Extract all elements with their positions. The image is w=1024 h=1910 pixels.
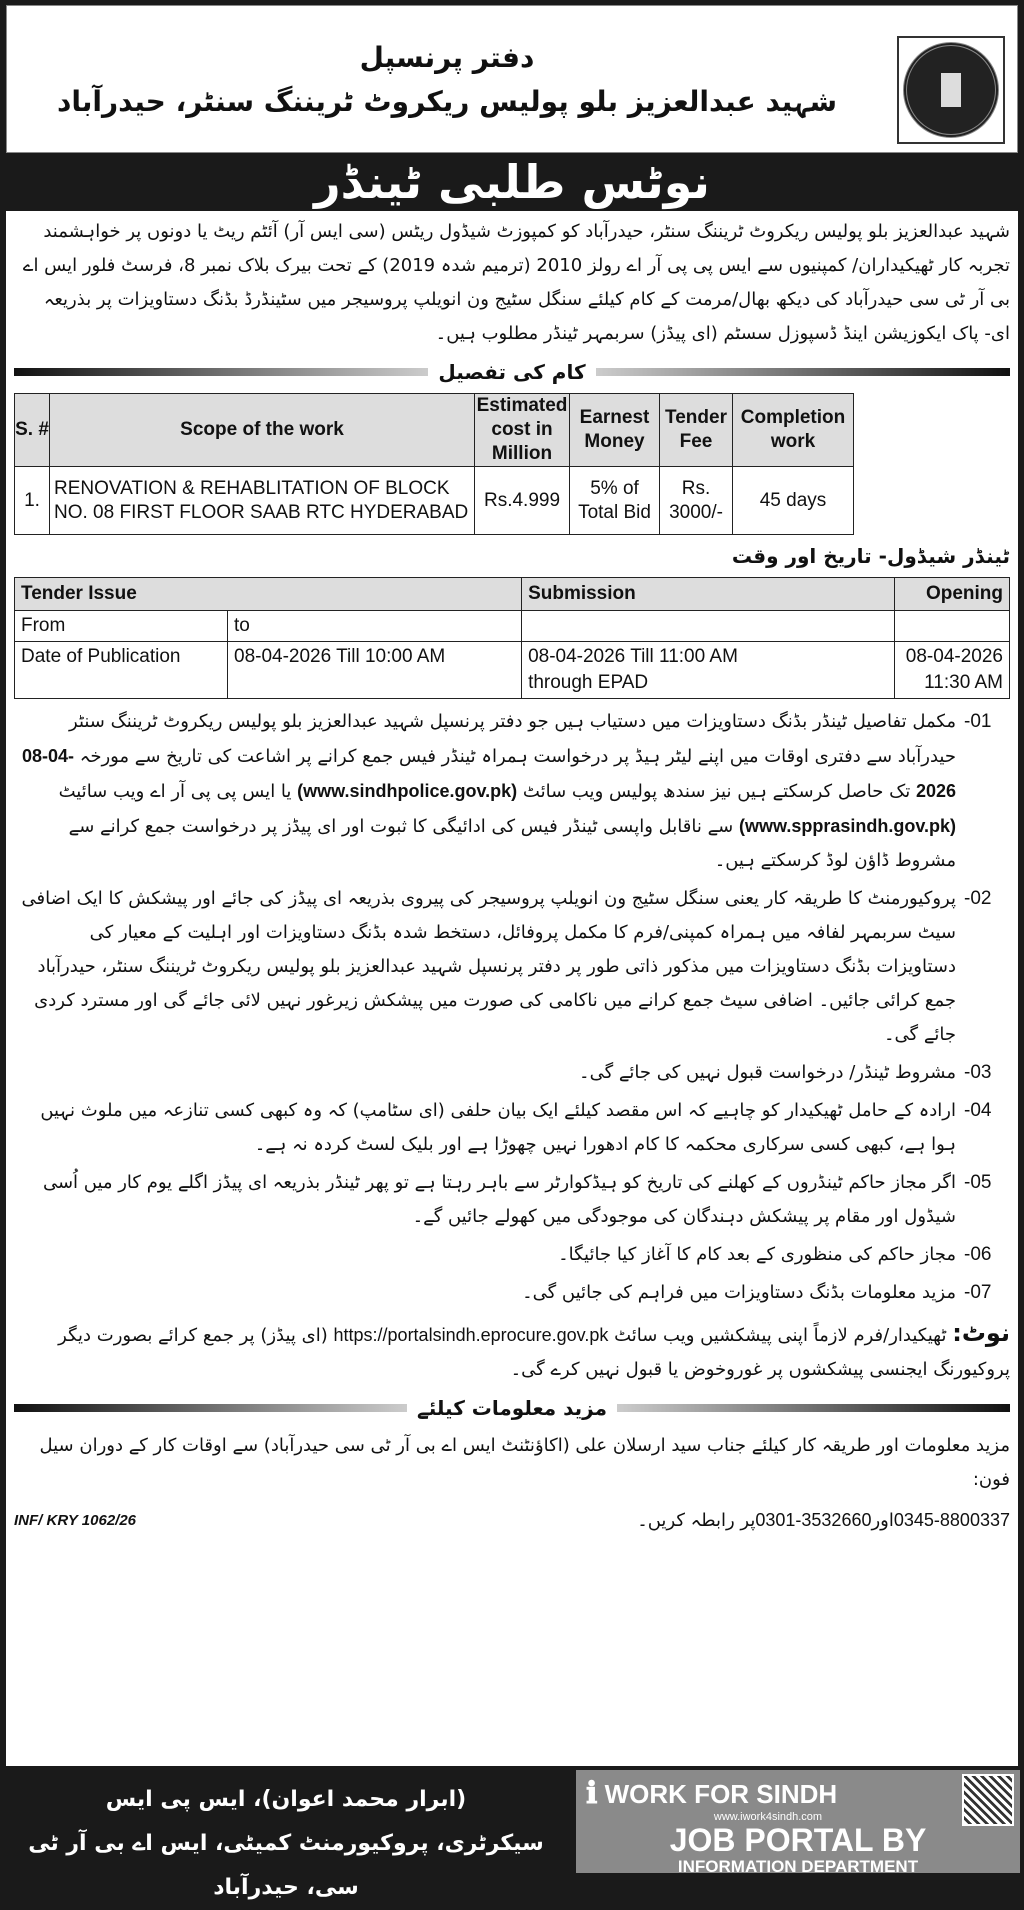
header-text	[17, 12, 877, 148]
item-text: اگر مجاز حاکم ٹینڈروں کے کھلنے کی تاریخ کو ہیڈکوارٹر سے باہر رہتا ہے تو پھر ٹینڈر بذریعہ ای پیڈز اگلے یوم کار میں اُسی شیڈول اور مقام پر پیشکش دہندگان کی موجودگی میں کھولے جائیں گے۔	[42, 1172, 956, 1227]
list-item	[14, 705, 1010, 878]
item-text-part: یا ایس پی پی آر اے ویب سائیٹ	[58, 781, 292, 802]
contact-heading: مزید معلومات کیلئے	[416, 1396, 608, 1420]
col-cost: Estimated cost in Million	[475, 394, 570, 467]
opening-date: 08-04-2026	[905, 646, 1003, 667]
list-item	[14, 1166, 1010, 1234]
work-table	[14, 393, 854, 535]
col-tender-issue: Tender Issue	[15, 578, 522, 611]
item-number: -06	[964, 1244, 992, 1265]
list-item	[14, 882, 1010, 1052]
note	[14, 1316, 1010, 1387]
cell-empty	[522, 611, 895, 642]
col-earnest: Earnest Money	[570, 394, 660, 467]
contact-heading-row	[14, 1393, 1010, 1423]
submission-date: 08-04-2026 Till 11:00 AM	[528, 646, 738, 667]
contact-last-row	[14, 1503, 1010, 1538]
table-row	[15, 642, 1010, 699]
qr-code-icon	[962, 1774, 1014, 1826]
institution-title: شہید عبدالعزیز بلو پولیس ریکروٹ ٹریننگ سنٹر، حیدرآباد	[56, 85, 838, 118]
job-portal-banner	[576, 1770, 1020, 1876]
cell-cost: Rs.4.999	[475, 467, 570, 535]
note-text: (ای پیڈز) پر جمع کرائے بصورت دیگر پروکیورنگ ایجنسی پیشکشوں پر غوروخوض یا قبول نہیں کرے گی۔	[58, 1325, 1010, 1380]
contact-phones	[637, 1503, 1010, 1538]
portal-line1-text: WORK FOR SINDH	[604, 1779, 838, 1809]
sppra-link[interactable]: (www.spprasindh.gov.pk)	[738, 816, 956, 836]
item-number: -03	[964, 1062, 992, 1083]
notice-title: نوٹس طلبی ٹینڈر	[6, 153, 1018, 211]
work-heading: کام کی تفصیل	[438, 360, 586, 384]
phone-2: 0301-3532660	[755, 1510, 872, 1530]
portal-line1	[576, 1776, 1020, 1811]
eprocure-link[interactable]: https://portalsindh.eprocure.gov.pk	[333, 1325, 609, 1345]
item-number: -04	[964, 1100, 992, 1121]
list-item	[14, 1238, 1010, 1272]
cell-opening	[895, 642, 1010, 699]
col-completion: Completion work	[733, 394, 854, 467]
item-text: پروکیورمنٹ کا طریقہ کار یعنی سنگل سٹیج ون انویلپ پروسیجر کی پیروی بذریعہ ای پیڈز کی جائے اور پیشکش کا ایک اضافی سیٹ سربمہر لفافہ میں ہمراہ کمپنی/فرم کا مکمل پروفائل، دستخط شدہ بڈنگ دستاویزات اور اہلیت کے معیار کی دستاویزات بڈنگ دستاویزات میں مذکور ذاتی طور پر دفتر پرنسپل شہید عبدالعزیز بلو پولیس ریکروٹ ٹریننگ سنٹر، حیدرآباد جمع کرائی جائیں۔ اضافی سیٹ جمع کرانے میں ناکامی کی صورت میں پیشکش زیرغور نہیں لائی جائے گی اور مسترد کردی جائے گی۔	[21, 888, 956, 1045]
item-text: مزید معلومات بڈنگ دستاویزات میں فراہم کی جائیں گی۔	[522, 1282, 956, 1303]
notice-header	[6, 5, 1018, 153]
item-text: مجاز حاکم کی منظوری کے بعد کام کا آغاز کیا جائیگا۔	[558, 1244, 956, 1265]
item-number: -05	[964, 1172, 992, 1193]
cell-scope: RENOVATION & REHABLITATION OF BLOCK NO. 08 FIRST FLOOR SAAB RTC HYDERABAD	[50, 467, 475, 535]
notice-body	[6, 211, 1018, 1766]
cell-issue-from: Date of Publication	[15, 642, 228, 699]
schedule-heading: ٹینڈر شیڈول- تاریخ اور وقت	[731, 544, 1010, 568]
cell-empty	[895, 611, 1010, 642]
contact-text: مزید معلومات اور طریقہ کار کیلئے جناب سید ارسلان علی (اکاؤنٹنٹ ایس اے بی آر ٹی سی حیدرآباد) سے اوقات کار کے دوران سیل فون:	[39, 1435, 1010, 1490]
item-text-part: مکمل تفاصیل ٹینڈر بڈنگ دستاویزات میں دستیاب ہیں جو دفتر پرنسپل شہید عبدالعزیز بلو پولیس ریکروٹ ٹریننگ سنٹر حیدرآباد سے دفتری اوقات میں اپنے لیٹر ہیڈ پر درخواست ہمراہ ٹینڈر فیس جمع کرانے پر اشاعت کی تاریخ سے مورخہ	[69, 711, 956, 767]
submission-via: through EPAD	[528, 672, 649, 693]
note-label: نوٹ:	[952, 1319, 1010, 1347]
police-emblem-logo	[897, 36, 1005, 144]
intro-paragraph: شہید عبدالعزیز بلو پولیس ریکروٹ ٹریننگ سنٹر، حیدرآباد کو کمپوزٹ شیڈول ریٹس (سی ایس آر) آئٹم ریٹ یا دونوں پر خواہشمند تجربہ کار ٹھیکیداران/ کمپنیوں سے ایس پی پی آر اے رولز 2010 (ترمیم شدہ 2019) کے تحت بیرک بلاک نمبر 8، فرسٹ فلور ایس اے بی آر ٹی سی حیدرآباد کی دیکھ بھال/مرمت کے کام کیلئے سنگل سٹیج ون انویلپ پروسیجر میں سٹینڈرڈ بڈنگ دستاویزات پر بذریعہ ای- پاک ایکوزیشن اینڈ ڈسپوزل سسٹم (ای پیڈز) سربمہر ٹینڈر مطلوب ہیں۔	[22, 221, 1010, 344]
portal-line2: JOB PORTAL BY	[669, 1822, 927, 1858]
cell-from: From	[15, 611, 228, 642]
list-item	[14, 1094, 1010, 1162]
cell-earnest: 5% of Total Bid	[570, 467, 660, 535]
reference-number: INF/ KRY 1062/26	[14, 1512, 137, 1529]
item-date: 08-04-2026	[22, 746, 956, 801]
cell-fee: Rs. 3000/-	[660, 467, 733, 535]
conditions-list	[14, 705, 1010, 1310]
cell-issue-to: 08-04-2026 Till 10:00 AM	[228, 642, 522, 699]
office-title: دفتر پرنسپل	[359, 41, 535, 74]
cell-sno: 1.	[15, 467, 50, 535]
info-icon: ℹ	[586, 1777, 598, 1810]
col-submission: Submission	[522, 578, 895, 611]
cell-completion: 45 days	[733, 467, 854, 535]
col-sno: S. #	[15, 394, 50, 467]
portal-line3: INFORMATION DEPARTMENT	[677, 1857, 919, 1876]
item-text: مشروط ٹینڈر/ درخواست قبول نہیں کی جائے گی۔	[579, 1062, 956, 1083]
item-number: -07	[964, 1282, 992, 1303]
item-number: -02	[964, 888, 992, 909]
table-row	[15, 467, 854, 535]
item-text-part: تک حاصل کرسکتے ہیں نیز سندھ پولیس ویب سائٹ	[522, 781, 911, 802]
signatory-designation: سیکرٹری، پروکیورمنٹ کمیٹی، ایس اے بی آر ٹی سی، حیدرآباد	[28, 1831, 544, 1900]
signatory-name: (ابرار محمد اعوان)، ایس پی ایس	[105, 1787, 467, 1812]
col-fee: Tender Fee	[660, 394, 733, 467]
item-text: ارادہ کے حامل ٹھیکیدار کو چاہیے کہ اس مقصد کیلئے ایک بیان حلفی (ای سٹامپ) کہ وہ کبھی کسی تنازعہ میں ملوث نہیں ہوا ہے، کبھی کسی سرکاری محکمہ کا کام ادھورا نہیں چھوڑا ہے اور بلیک لسٹ کردہ نہ ہے۔	[40, 1100, 956, 1155]
item-text	[14, 705, 956, 878]
phone-1: 0345-8800337	[893, 1510, 1010, 1530]
signatory-block	[0, 1770, 572, 1900]
item-text-part: سے ناقابل واپسی ٹینڈر فیس کی ادائیگی کا ثبوت اور ای پیڈز پر درخواست جمع کرانے سے مشروط ڈاؤن لوڈ کرسکتے ہیں۔	[68, 816, 956, 871]
note-text: ٹھیکیدار/فرم لازماً اپنی پیشکشیں ویب سائٹ	[614, 1325, 947, 1346]
work-heading-row	[14, 357, 1010, 387]
sindhpolice-link[interactable]: (www.sindhpolice.gov.pk)	[297, 781, 518, 801]
col-opening: Opening	[895, 578, 1010, 611]
list-item	[14, 1276, 1010, 1310]
opening-time: 11:30 AM	[924, 672, 1003, 693]
list-item	[14, 1056, 1010, 1090]
col-scope: Scope of the work	[50, 394, 475, 467]
contact-suffix: پر رابطہ کریں۔	[637, 1510, 756, 1531]
and-text: اور	[871, 1510, 894, 1531]
schedule-table	[14, 577, 1010, 699]
portal-url[interactable]: www.iwork4sindh.com	[713, 1811, 823, 1823]
cell-to: to	[228, 611, 522, 642]
cell-submission	[522, 642, 895, 699]
item-number: -01	[964, 711, 992, 732]
